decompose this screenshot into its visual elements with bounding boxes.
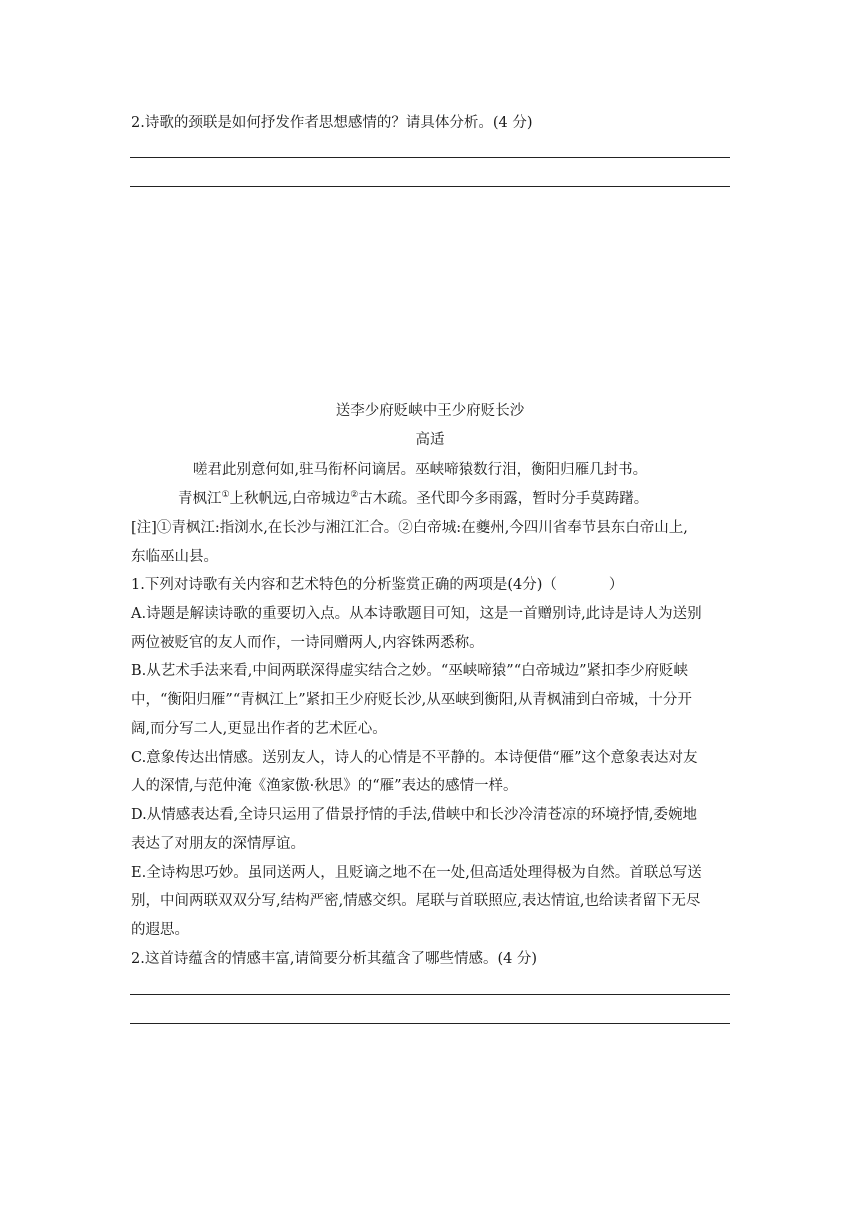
option-b-line-1: B.从艺术手法来看,中间两联深得虚实结合之妙。“巫峡啼猿”“白帝城边”紧扣李少府贬峡: [131, 663, 689, 679]
poem-line-2-part-a: 青枫江: [178, 491, 222, 507]
poem-author: 高适: [415, 432, 445, 448]
question-1-stem-text: 1.下列对诗歌有关内容和艺术特色的分析鉴赏正确的两项是(4分)（: [131, 577, 557, 593]
option-d-line-1: D.从情感表达看,全诗只运用了借景抒情的手法,借峡中和长沙冷清苍凉的环境抒情,委婉地: [131, 807, 698, 823]
note-line-2: 东临巫山县。: [131, 549, 218, 565]
option-e-line-3: 的遐思。: [131, 922, 189, 938]
option-d-line-2: 表达了对朋友的深情厚谊。: [131, 836, 305, 852]
poem-line-2-part-c: 古木疏。圣代即今多雨露，暂时分手莫踌躇。: [358, 491, 649, 507]
option-a-line-2: 两位被贬官的友人而作，一诗同赠两人,内容铢两悉称。: [131, 635, 484, 651]
option-c-line-2: 人的深情,与范仲淹《渔家傲·秋思》的“雁”表达的感情一样。: [131, 778, 518, 794]
option-c-line-1: C.意象传达出情感。送别友人，诗人的心情是不平静的。本诗便借“雁”这个意象表达对友: [131, 750, 698, 766]
answer-line: [130, 1023, 730, 1024]
question-2-top: 2.诗歌的颈联是如何抒发作者思想感情的？请具体分析。(4 分): [131, 115, 533, 131]
question-1-stem: [131, 575, 623, 595]
option-e-line-2: 别，中间两联双双分写,结构严密,情感交织。尾联与首联照应,表达情谊,也给读者留下无尽: [131, 893, 701, 909]
answer-line: [130, 186, 730, 187]
question-1-stem-close: ）: [608, 577, 624, 593]
poem-line-2: [178, 489, 648, 509]
poem-line-1: 嗟君此别意何如,驻马衔杯问谪居。巫峡啼猿数行泪，衡阳归雁几封书。: [193, 462, 648, 478]
poem-title: 送李少府贬峡中王少府贬长沙: [335, 403, 525, 419]
answer-line: [130, 994, 730, 995]
question-2-bottom: 2.这首诗蕴含的情感丰富,请简要分析其蕴含了哪些情感。(4 分): [131, 951, 538, 967]
option-e-line-1: E.全诗构思巧妙。虽同送两人，且贬谪之地不在一处,但高适处理得极为自然。首联总写送: [131, 865, 702, 881]
note-line-1: [注]①青枫江:指浏水,在长沙与湘江汇合。②白帝城:在夔州,今四川省奉节县东白帝山上,: [131, 520, 688, 536]
option-b-line-3: 阔,而分写二人,更显出作者的艺术匠心。: [131, 721, 387, 737]
answer-line: [130, 157, 730, 158]
footnote-mark-2: ②: [350, 490, 359, 501]
option-a-line-1: A.诗题是解读诗歌的重要切入点。从本诗歌题目可知，这是一首赠别诗,此诗是诗人为送别: [131, 606, 702, 622]
footnote-mark-1: ①: [221, 490, 230, 501]
option-b-line-2: 中，“衡阳归雁”“青枫江上”紧扣王少府贬长沙,从巫峡到衡阳,从青枫浦到白帝城，十分开: [131, 692, 692, 708]
poem-line-2-part-b: 上秋帆远,白帝城边: [229, 491, 351, 507]
